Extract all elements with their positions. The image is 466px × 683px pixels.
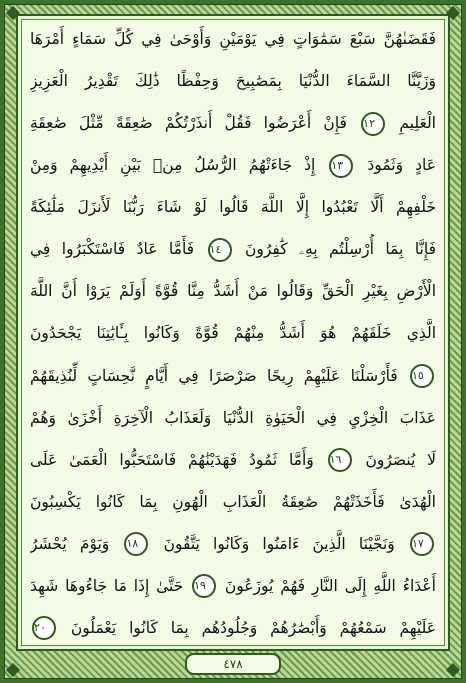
text-line — [30, 150, 436, 180]
verse-text: عَادٍ وَثَمُودَ — [367, 156, 436, 175]
verse-text: إِذْ جَاءَتْهُمُ الرُّسُلُ مِنۢ بَيْنِ أَيْدِيهِمْ وَمِنْ — [30, 156, 316, 175]
text-line — [30, 66, 436, 96]
text-line — [30, 613, 436, 643]
quran-text — [30, 24, 436, 643]
text-line — [30, 108, 436, 138]
ayah-number-marker: ١٩ — [192, 574, 216, 598]
verse-text: فَإِنْ أَعْرَضُوا فَقُلْ أَنذَرْتُكُمْ صَٰعِقَةً مِّثْلَ صَٰعِقَةِ — [30, 114, 347, 133]
page-number: ٤٧٨ — [185, 653, 281, 675]
text-line — [30, 361, 436, 391]
verse-text: فَقَضَىٰهُنَّ سَبْعَ سَمَٰوَاتٍ فِي يَوْمَيْنِ وَأَوْحَىٰ فِي كُلِّ سَمَاءٍ أَمْرَهَا — [30, 30, 436, 48]
ayah-number-marker: ٢٠ — [32, 616, 56, 640]
text-line — [30, 529, 436, 559]
ayah-number-marker: ١٨ — [124, 532, 148, 556]
text-line — [30, 403, 436, 433]
text-line — [30, 318, 436, 348]
verse-text: فَأَرْسَلْنَا عَلَيْهِمْ رِيحًا صَرْصَرًا فِي أَيَّامٍ نَّحِسَاتٍ لِّنُذِيقَهُمْ — [30, 366, 398, 385]
verse-text: وَنَجَّيْنَا الَّذِينَ ءَامَنُوا وَكَانُوا يَتَّقُونَ — [163, 534, 395, 553]
verse-text: حَتَّىٰ إِذَا مَا جَاءُوهَا شَهِدَ — [30, 576, 184, 595]
verse-text: الْهُدَىٰ فَأَخَذَتْهُمْ صَٰعِقَةُ الْعَذَابِ الْهُونِ بِمَا كَانُوا يَكْسِبُونَ — [30, 492, 436, 511]
text-frame — [16, 14, 450, 651]
verse-text: فَإِنَّا بِمَا أُرْسِلْتُم بِهِۦ كَٰفِرُونَ — [244, 240, 436, 259]
verse-text: الْأَرْضِ بِغَيْرِ الْحَقِّ وَقَالُوا مَنْ أَشَدُّ مِنَّا قُوَّةً أَوَلَمْ يَرَوْا أَنَّ اللَّهَ — [30, 282, 436, 301]
verse-text: عَلَيْهِمْ سَمْعُهُمْ وَأَبْصَٰرُهُمْ وَجُلُودُهُم بِمَا كَانُوا يَعْمَلُونَ — [70, 618, 436, 637]
text-line — [30, 192, 436, 222]
text-line — [30, 24, 436, 54]
verse-text: خَلْفِهِمْ أَلَّا تَعْبُدُوا إِلَّا اللَّهَ قَالُوا لَوْ شَاءَ رَبُّنَا لَأَنزَلَ مَلَٰئِكَةً — [30, 198, 436, 217]
ayah-number-marker: ١٦ — [328, 448, 352, 472]
verse-text: وَيَوْمَ يُحْشَرُ — [30, 534, 110, 553]
text-line — [30, 276, 436, 306]
verse-text: عَذَابَ الْخِزْيِ فِي الْحَيَوٰةِ الدُّنْيَا وَلَعَذَابُ الْآخِرَةِ أَخْزَىٰ وَهُمْ — [30, 408, 436, 427]
text-line — [30, 571, 436, 601]
ayah-number-marker: ١٥ — [410, 364, 434, 388]
verse-text: الَّذِي خَلَقَهُمْ هُوَ أَشَدُّ مِنْهُمْ قُوَّةً وَكَانُوا بِـَٔايَٰتِنَا يَجْحَدُونَ — [30, 324, 436, 343]
text-line — [30, 234, 436, 264]
verse-text: أَعْدَاءُ اللَّهِ إِلَى النَّارِ فَهُمْ يُوزَعُونَ — [224, 576, 436, 595]
text-line — [30, 445, 436, 475]
ayah-number-marker: ١٣ — [329, 154, 353, 178]
verse-text: فَأَمَّا عَادٌ فَاسْتَكْبَرُوا فِي — [30, 240, 195, 259]
ayah-number-marker: ١٤ — [208, 238, 232, 262]
verse-text: وَزَيَّنَّا السَّمَاءَ الدُّنْيَا بِمَصَٰبِيحَ وَحِفْظًا ذَٰلِكَ تَقْدِيرُ الْعَزِيزِ — [30, 72, 436, 91]
ayah-number-marker: ١٧ — [410, 532, 434, 556]
verse-text: وَأَمَّا ثَمُودُ فَهَدَيْنَٰهُمْ فَاسْتَحَبُّوا الْعَمَىٰ عَلَى — [30, 450, 314, 469]
verse-text: لَا يُنصَرُونَ — [365, 450, 436, 469]
ayah-number-marker: ١٢ — [361, 112, 385, 136]
text-line — [30, 487, 436, 517]
verse-text: الْعَلِيمِ — [399, 114, 436, 133]
